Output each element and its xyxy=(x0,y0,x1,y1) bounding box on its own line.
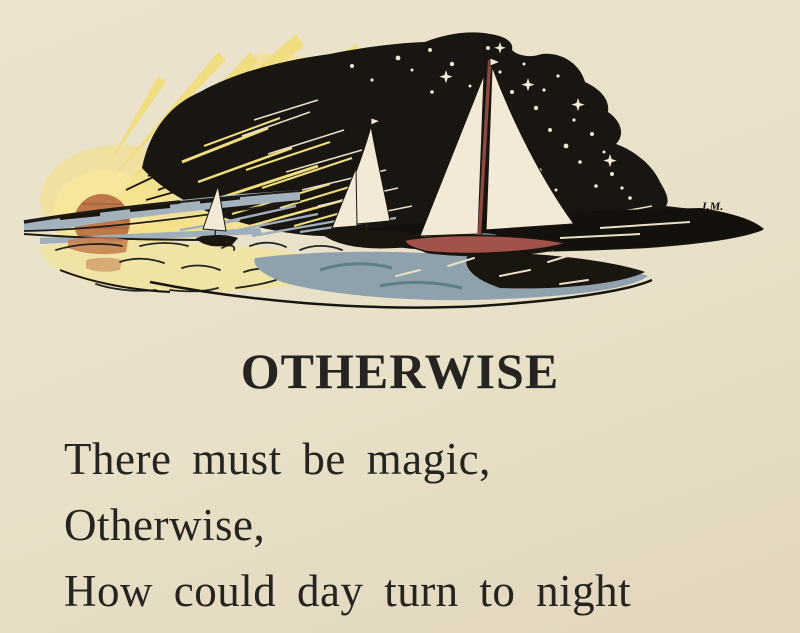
page-title: OTHERWISE xyxy=(240,343,560,399)
artist-signature: J.M. xyxy=(700,199,724,213)
poem-line: Otherwise, xyxy=(64,500,266,550)
poem-line: How could day turn to night xyxy=(64,566,632,616)
poem-line: There must be magic, xyxy=(64,434,491,484)
poem xyxy=(64,426,800,624)
